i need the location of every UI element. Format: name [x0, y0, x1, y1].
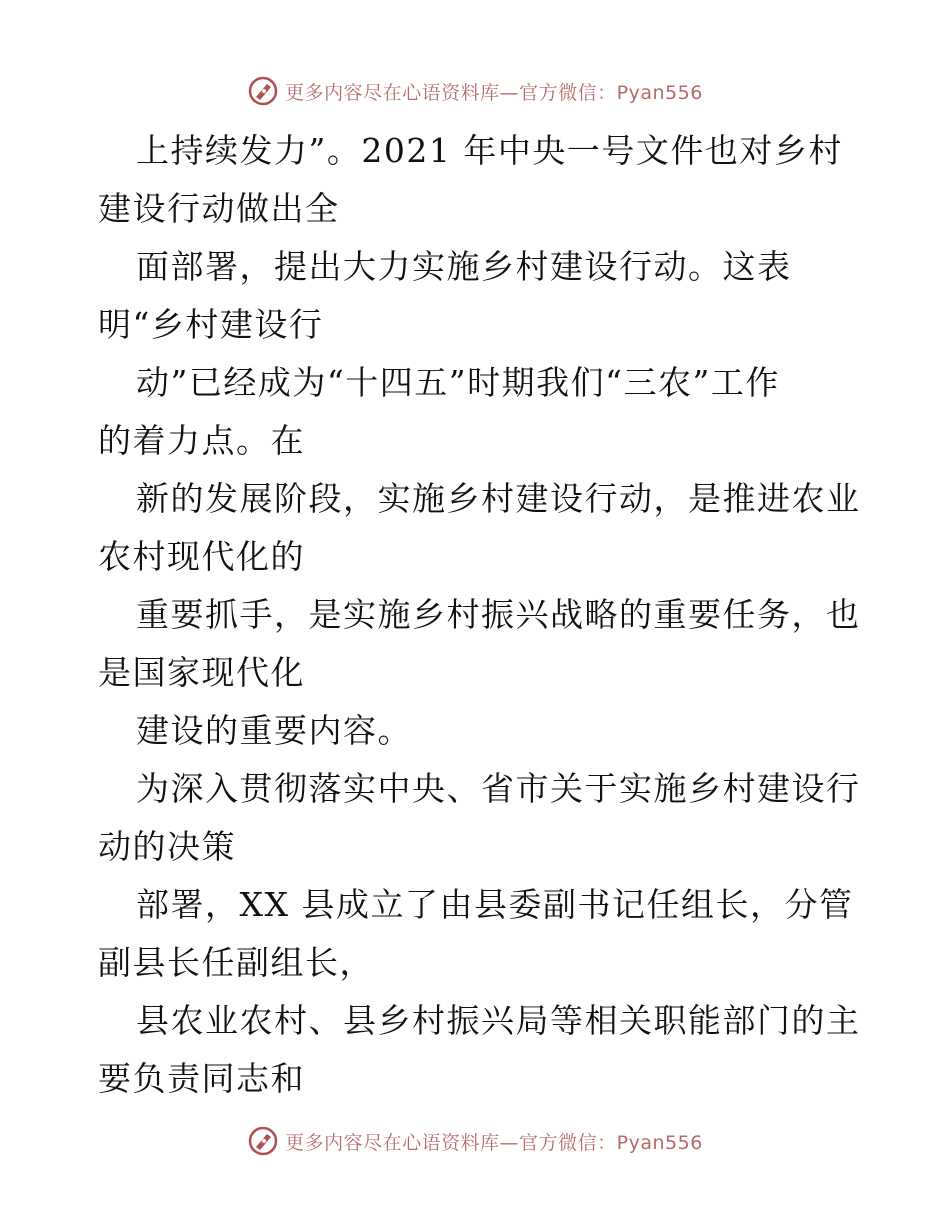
- text-line: 动的决策: [98, 827, 236, 866]
- text-line: 的着力点。在: [98, 421, 305, 460]
- document-body: [98, 122, 861, 1108]
- pen-nib-seal-icon: [247, 1125, 279, 1157]
- text-line: 为深入贯彻落实中央、省市关于实施乡村建设行: [136, 769, 861, 808]
- text-line: 农村现代化的: [98, 537, 305, 576]
- footer-watermark: [0, 1124, 950, 1158]
- text-line: 部署，XX 县成立了由县委副书记任组长，分管: [136, 885, 854, 924]
- header-watermark: [0, 74, 950, 108]
- text-line: 是国家现代化: [98, 653, 305, 692]
- text-line: 新的发展阶段，实施乡村建设行动，是推进农业: [136, 479, 861, 518]
- watermark-text: 更多内容尽在心语资料库—官方微信：Pyan556: [285, 1131, 703, 1154]
- text-line: 面部署，提出大力实施乡村建设行动。这表: [136, 247, 792, 286]
- text-line: 动”已经成为“十四五”时期我们“三农”工作: [136, 363, 780, 402]
- text-line: 明“乡村建设行: [98, 305, 324, 344]
- text-line: 上持续发力”。2021 年中央一号文件也对乡村: [136, 131, 843, 170]
- watermark-text: 更多内容尽在心语资料库—官方微信：Pyan556: [285, 81, 703, 104]
- pen-nib-seal-icon: [247, 75, 279, 107]
- text-line: 建设的重要内容。: [136, 711, 412, 750]
- text-line: 重要抓手，是实施乡村振兴战略的重要任务，也: [136, 595, 861, 634]
- text-line: 县农业农村、县乡村振兴局等相关职能部门的主: [136, 1001, 861, 1040]
- text-line: 建设行动做出全: [98, 189, 340, 228]
- text-line: 副县长任副组长，: [98, 943, 374, 982]
- text-line: 要负责同志和: [98, 1059, 305, 1098]
